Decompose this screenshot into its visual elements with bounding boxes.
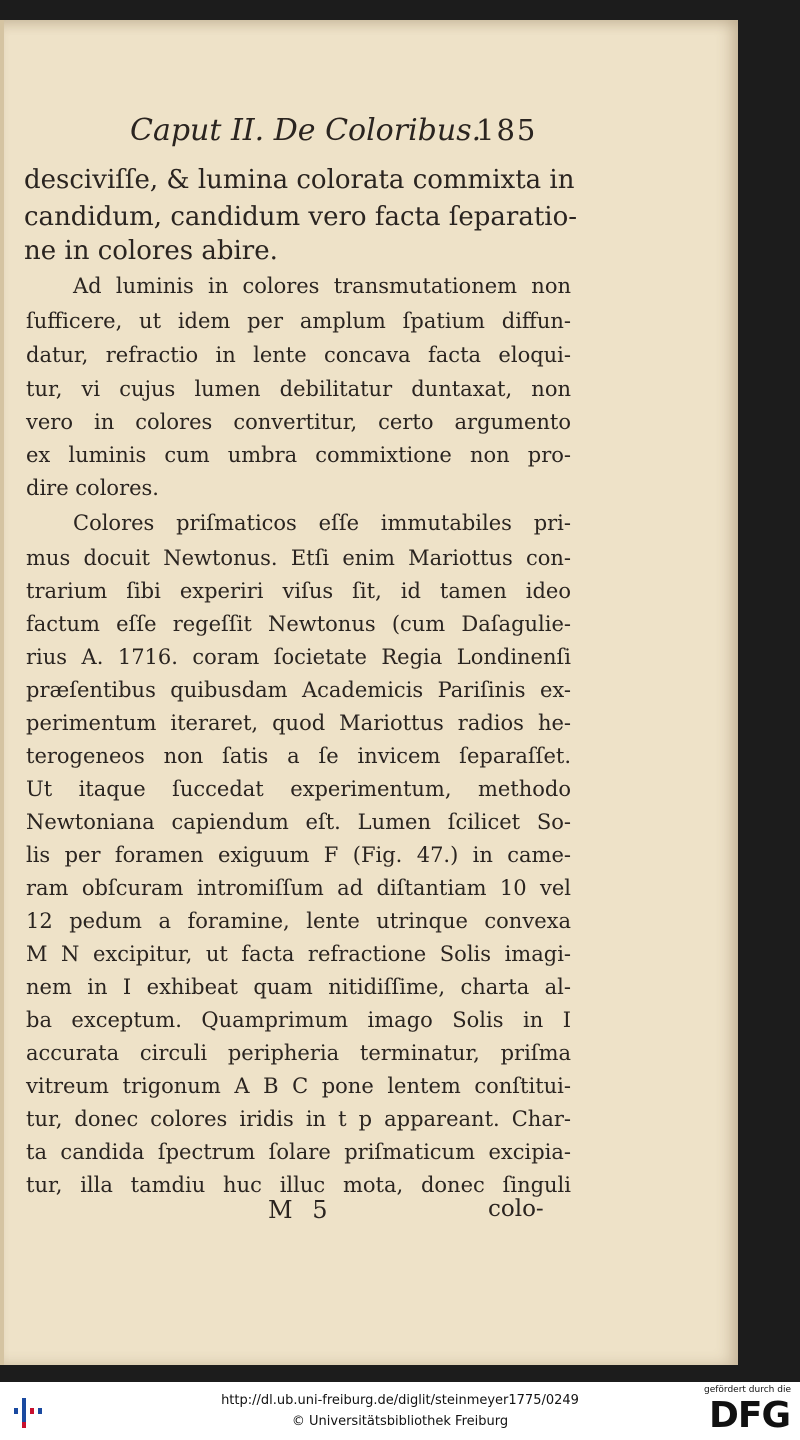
text-line: ſufficere, ut idem per amplum ſpatium diffun- bbox=[26, 309, 571, 333]
text-line: factum eſſe regeſſit Newtonus (cum Daſagulie- bbox=[26, 612, 571, 636]
text-line: præſentibus quibusdam Academicis Pariſinis ex- bbox=[26, 678, 571, 702]
text-line: vitreum trigonum A B C pone lentem conſtitui- bbox=[26, 1074, 571, 1098]
text-line: ex luminis cum umbra commixtione non pro- bbox=[26, 443, 571, 467]
text-line: tur, donec colores iridis in t p appareant. Char- bbox=[26, 1107, 571, 1131]
text-line: datur, refractio in lente concava facta eloqui- bbox=[26, 343, 571, 367]
text-line: vero in colores convertitur, certo argumento bbox=[26, 410, 571, 434]
text-line: accurata circuli peripheria terminatur, priſma bbox=[26, 1041, 571, 1065]
text-line: M N excipitur, ut facta refractione Solis imagi- bbox=[26, 942, 571, 966]
text-line: rius A. 1716. coram ſocietate Regia Londinenſi bbox=[26, 645, 571, 669]
text-line: Ut itaque ſuccedat experimentum, methodo bbox=[26, 777, 571, 801]
text-line: ram obſcuram intromiſſum ad diſtantiam 10 vel bbox=[26, 876, 571, 900]
viewer-footer bbox=[0, 1382, 800, 1440]
text-line: Colores priſmaticos eſſe immutabiles pri- bbox=[73, 511, 571, 535]
text-line: ta candida ſpectrum ſolare priſmaticum excipia- bbox=[26, 1140, 571, 1164]
text-line: tur, illa tamdiu huc illuc mota, donec ſinguli bbox=[26, 1173, 571, 1197]
text-line: trarium ſibi experiri viſus ſit, id tamen ideo bbox=[26, 579, 571, 603]
running-title: Caput II. De Coloribus. bbox=[130, 113, 482, 148]
text-line: perimentum iteraret, quod Mariottus radios he- bbox=[26, 711, 571, 735]
text-line: candidum, candidum vero facta ſeparatio- bbox=[24, 202, 578, 232]
text-line: lis per foramen exiguum F (Fig. 47.) in came- bbox=[26, 843, 571, 867]
dfg-logo: DFG bbox=[708, 1395, 790, 1436]
text-line: terogeneos non ſatis a ſe invicem ſeparaſſet. bbox=[26, 744, 571, 768]
text-line: 12 pedum a foramine, lente utrinque convexa bbox=[26, 909, 571, 933]
funding-note: gefördert durch die bbox=[704, 1385, 791, 1395]
text-line: dire colores. bbox=[26, 476, 159, 500]
signature-mark: M 5 bbox=[268, 1196, 334, 1224]
text-line: ne in colores abire. bbox=[24, 236, 278, 266]
text-line: mus docuit Newtonus. Etſi enim Mariottus con- bbox=[26, 546, 571, 570]
page-edge bbox=[0, 20, 4, 1365]
text-line: Ad luminis in colores transmutationem non bbox=[73, 274, 571, 298]
text-line: Newtoniana capiendum eſt. Lumen ſcilicet So- bbox=[26, 810, 571, 834]
text-line: ba exceptum. Quamprimum imago Solis in I bbox=[26, 1008, 571, 1032]
page-number: 185 bbox=[476, 113, 538, 147]
running-head bbox=[0, 95, 738, 155]
catchword: colo- bbox=[488, 1196, 544, 1222]
permalink-url[interactable]: http://dl.ub.uni-freiburg.de/diglit/steinmeyer1775/0249 bbox=[221, 1393, 579, 1408]
copyright-notice: © Universitätsbibliothek Freiburg bbox=[291, 1414, 509, 1429]
text-line: tur, vi cujus lumen debilitatur duntaxat, non bbox=[26, 377, 571, 401]
text-line: desciviſſe, & lumina colorata commixta in bbox=[24, 165, 575, 195]
text-line: nem in I exhibeat quam nitidiſſime, charta al- bbox=[26, 975, 571, 999]
